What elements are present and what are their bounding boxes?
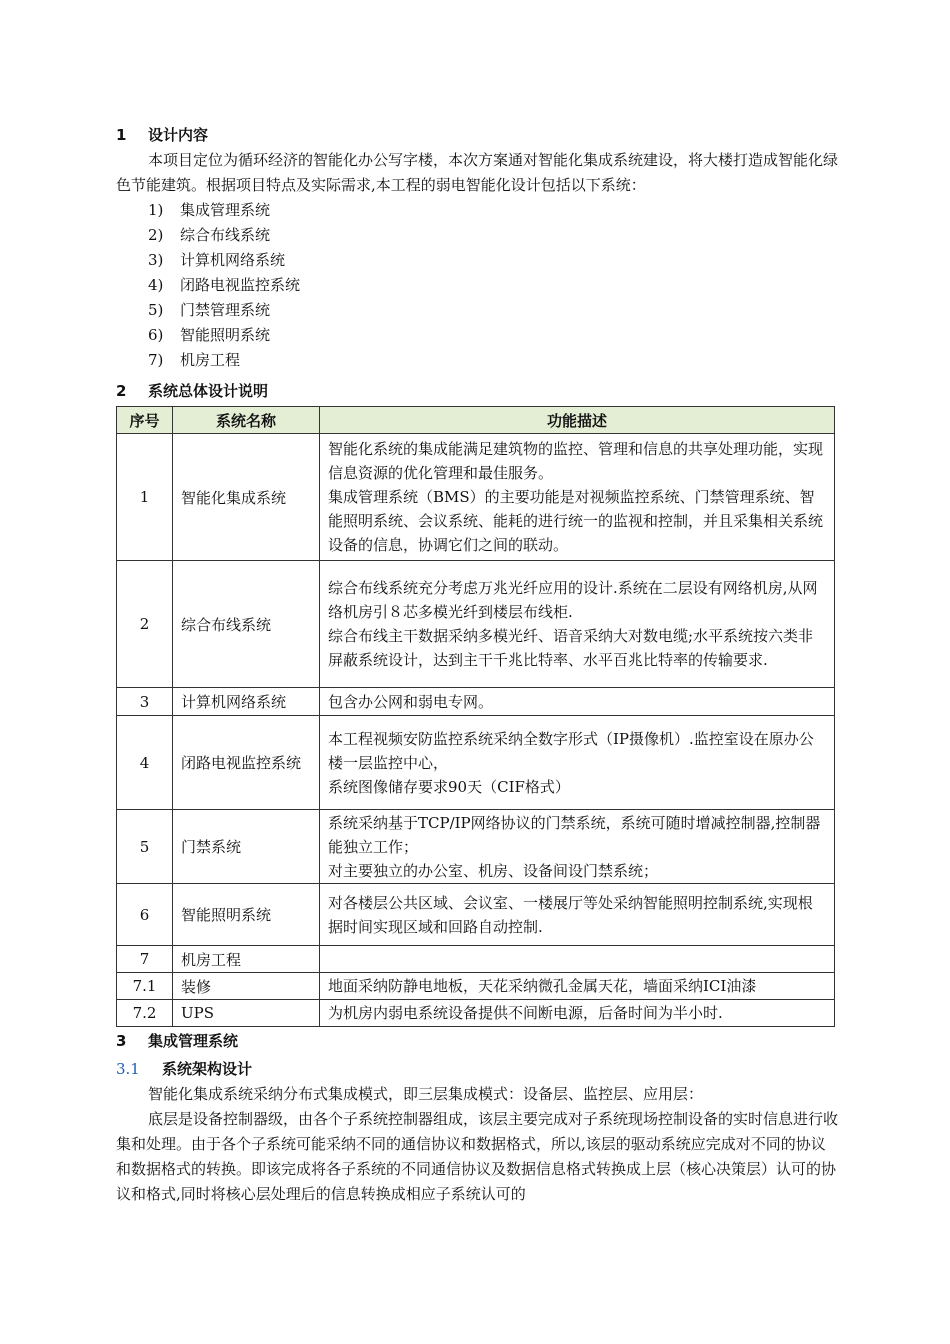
- function-description: [320, 946, 835, 973]
- system-name: 智能化集成系统: [173, 434, 320, 561]
- list-item: [148, 348, 240, 373]
- table-row: [117, 561, 835, 688]
- row-number: 7.1: [117, 973, 173, 1000]
- system-name: 闭路电视监控系统: [173, 716, 320, 810]
- description-line: 系统采纳基于TCP/IP网络协议的门禁系统，系统可随时增减控制器,控制器能独立工作；: [328, 813, 821, 856]
- row-number: 4: [117, 716, 173, 810]
- system-name: 计算机网络系统: [173, 688, 320, 716]
- description-line: 综合布线系统充分考虑万兆光纤应用的设计.系统在二层设有网络机房,从网络机房引８芯多模光纤到楼层布线柜.: [328, 579, 818, 621]
- row-number: 7: [117, 946, 173, 973]
- table-row: [117, 973, 835, 1000]
- row-number: 3: [117, 688, 173, 716]
- function-description: [320, 561, 835, 688]
- description-line: 包含办公网和弱电专网。: [328, 692, 494, 711]
- description-line: 系统图像储存要求90天（CIF格式）: [328, 777, 570, 796]
- system-name: 门禁系统: [173, 810, 320, 884]
- list-item: [148, 198, 270, 223]
- function-description: [320, 884, 835, 946]
- description-line: 对各楼层公共区域、会议室、一楼展厅等处采纳智能照明控制系统,实现根据时间实现区域和回路自动控制.: [328, 893, 813, 936]
- subsection-number: 3.1: [116, 1060, 140, 1078]
- row-number: 1: [117, 434, 173, 561]
- row-number: 2: [117, 561, 173, 688]
- list-number: 2): [148, 226, 164, 244]
- system-table: [116, 406, 835, 1027]
- table-row: [117, 884, 835, 946]
- table-row: [117, 810, 835, 884]
- list-text: 集成管理系统: [180, 201, 271, 219]
- description-line: 本工程视频安防监控系统采纳全数字形式（IP摄像机）.监控室设在原办公楼一层监控中心，: [328, 729, 814, 772]
- description-line: 集成管理系统（BMS）的主要功能是对视频监控系统、门禁管理系统、智能照明系统、会议系统、能耗的进行统一的监视和控制，并且采集相关系统设备的信息，协调它们之间的联动。: [328, 488, 824, 554]
- table-header-row: [117, 407, 835, 434]
- system-name: 机房工程: [173, 946, 320, 973]
- column-header: 系统名称: [173, 407, 320, 434]
- list-item: [148, 323, 270, 348]
- section-title: 设计内容: [148, 126, 209, 144]
- function-description: [320, 810, 835, 884]
- table-row: [117, 434, 835, 561]
- list-item: [148, 248, 285, 273]
- column-header: 序号: [117, 407, 173, 434]
- list-text: 计算机网络系统: [180, 251, 286, 269]
- list-number: 5): [148, 301, 164, 319]
- table-row: [117, 1000, 835, 1027]
- function-description: [320, 688, 835, 716]
- system-name: 装修: [173, 973, 320, 1000]
- section-number: 1: [116, 126, 127, 144]
- list-item: [148, 223, 270, 248]
- list-number: 4): [148, 276, 164, 294]
- list-text: 智能照明系统: [180, 326, 271, 344]
- description-line: 智能化系统的集成能满足建筑物的监控、管理和信息的共享处理功能，实现信息资源的优化管理和最佳服务。: [328, 440, 824, 482]
- function-description: [320, 434, 835, 561]
- function-description: [320, 716, 835, 810]
- list-text: 综合布线系统: [180, 226, 271, 244]
- list-item: [148, 298, 270, 323]
- list-number: 1): [148, 201, 164, 219]
- function-description: [320, 1000, 835, 1027]
- system-name: 智能照明系统: [173, 884, 320, 946]
- section-3-heading: [116, 1030, 238, 1051]
- column-header: 功能描述: [320, 407, 835, 434]
- table-row: [117, 688, 835, 716]
- section-1-heading: [116, 124, 208, 145]
- section-number: 2: [116, 382, 127, 400]
- system-name: 综合布线系统: [173, 561, 320, 688]
- section-1-intro: 本项目定位为循环经济的智能化办公写字楼，本次方案通对智能化集成系统建设，将大楼打造成智能化绿色节能建筑。根据项目特点及实际需求,本工程的弱电智能化设计包括以下系统：: [116, 151, 839, 194]
- description-line: 为机房内弱电系统设备提供不间断电源，后备时间为半小时.: [328, 1004, 723, 1022]
- table-row: [117, 716, 835, 810]
- list-number: 7): [148, 351, 164, 369]
- table-row: [117, 946, 835, 973]
- list-text: 机房工程: [180, 351, 241, 369]
- subsection-title: 系统架构设计: [162, 1060, 253, 1078]
- section-2-heading: [116, 380, 268, 401]
- subsection-3-1-heading: [116, 1058, 252, 1079]
- list-number: 3): [148, 251, 164, 269]
- row-number: 6: [117, 884, 173, 946]
- description-line: 对主要独立的办公室、机房、设备间设门禁系统；: [328, 861, 659, 880]
- description-line: 地面采纳防静电地板，天花采纳微孔金属天花，墙面采纳ICI油漆: [328, 977, 757, 995]
- list-item: [148, 273, 300, 298]
- row-number: 5: [117, 810, 173, 884]
- paragraph: 智能化集成系统采纳分布式集成模式，即三层集成模式：设备层、监控层、应用层：: [148, 1085, 704, 1103]
- list-number: 6): [148, 326, 164, 344]
- description-line: 综合布线主干数据采纳多模光纤、语音采纳大对数电缆;水平系统按六类非屏蔽系统设计，达到主干千兆比特率、水平百兆比特率的传输要求.: [328, 627, 814, 669]
- list-text: 闭路电视监控系统: [180, 276, 301, 294]
- list-text: 门禁管理系统: [180, 301, 271, 319]
- section-title: 系统总体设计说明: [148, 382, 269, 400]
- function-description: [320, 973, 835, 1000]
- system-name: UPS: [173, 1000, 320, 1027]
- row-number: 7.2: [117, 1000, 173, 1027]
- section-title: 集成管理系统: [148, 1032, 239, 1050]
- section-number: 3: [116, 1032, 127, 1050]
- paragraph: 底层是设备控制器级，由各个子系统控制器组成，该层主要完成对子系统现场控制设备的实时信息进行收集和处理。由于各个子系统可能采纳不同的通信协议和数据格式，所以,该层的驱动系统应完成对不同的协议和数据格式的转换。即该完成将各子系统的不同通信协议及数据信息格式转换成上层（核心决策层）认可的协议和格式,同时将核心层处理后的信息转换成相应子系统认可的: [116, 1110, 839, 1203]
